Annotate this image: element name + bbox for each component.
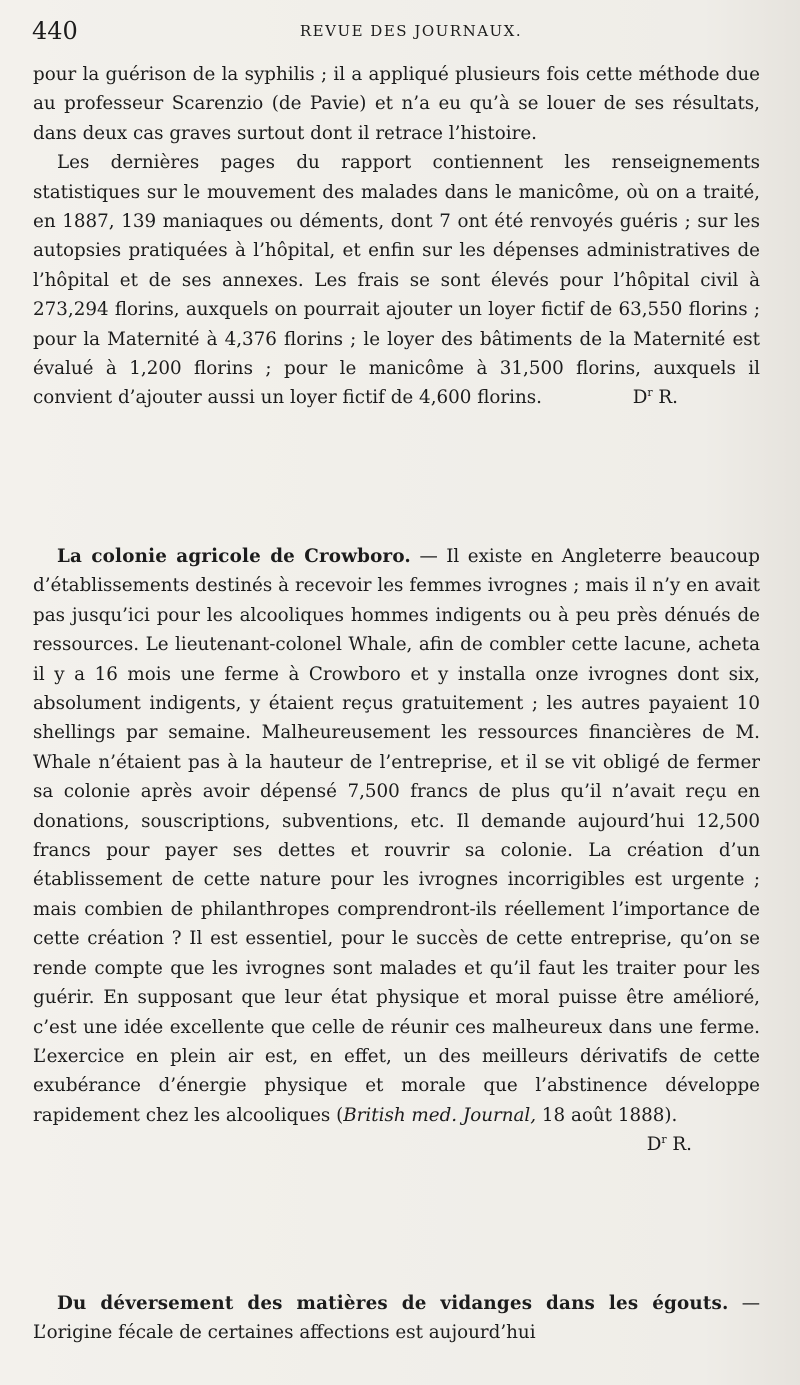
paragraph-crowboro-text: — Il existe en Angleterre beaucoup d’établissements destinés à recevoir les femmes ivrognes ; mais il n’y en avait pas jusqu’ici pour les alcooliques hommes indigents ou à peu près dénués de ressources. Le lieutenant-colonel Whale, afin de combler cette lacune, acheta il y a 16 mois une ferme à Crowboro et y installa onze ivrognes dont six, absolument indigents, y étaient reçus gratuitement ; les autres payaient 10 shellings par semaine. Malheureusement les ressources financières de M. Whale n’étaient pas à la hauteur de l’entreprise, et il se vit obligé de fermer sa colonie après avoir dépensé 7,500 francs de plus qu’il n’avait reçu en donations, souscriptions, subventions, etc. Il demande aujourd’hui 12,500 francs pour payer ses dettes et rouvrir sa colonie. La création d’un établissement de cette nature pour les ivrognes incorrigibles est urgente ; mais combien de philanthropes comprendront-ils réellement l’importance de cette création ? Il est essentiel, pour le succès de cette entreprise, qu’on se rende compte que les ivrognes sont malades et qu’il faut les traiter pour les guérir. En supposant que leur état physique et moral puisse être amélioré, c’est une idée excellente que celle de réunir ces malheureux dans une ferme. L’exercice en plein air est, en effet, un des meilleurs dérivatifs de cette exubérance d’énergie physique et morale que l’abstinence développe rapidement chez les alcooliques (: [33, 546, 760, 1126]
section-heading-vidanges: Du déversement des matières de vidanges dans les égouts.: [57, 1293, 729, 1314]
paragraph-statistics-text: Les dernières pages du rapport contiennent les renseignements statistiques sur le mouvement des malades dans le manicôme, où on a traité, en 1887, 139 maniaques ou déments, dont 7 ont été renvoyés guéris ; sur les autopsies pratiquées à l’hôpital, et enfin sur les dépenses administratives de l’hôpital et de ses annexes. Les frais se sont élevés pour l’hôpital civil à 273,294 florins, auxquels on pourrait ajouter un loyer fictif de 63,550 florins ; pour la Maternité à 4,376 florins ; le loyer des bâtiments de la Maternité est évalué à 1,200 florins ; pour le manicôme à 31,500 florins, auxquels il convient d’ajouter aussi un loyer fictif de 4,600 florins.: [33, 152, 760, 409]
journal-title: REVUE DES JOURNAUX.: [299, 22, 523, 40]
signature: $D^r$ R.: [646, 1133, 692, 1156]
section-heading-crowboro: La colonie agricole de Crowboro.: [57, 546, 411, 567]
signature: $D^r$ R.: [632, 386, 678, 409]
page-number: 440: [32, 17, 78, 45]
section-crowboro-colony: [33, 542, 760, 1160]
paragraph-continuation: pour la guérison de la syphilis ; il a appliqué plusieurs fois cette méthode due au professeur Scarenzio (de Pavie) et n’a eu qu’à se louer de ses résultats, dans deux cas graves surtout dont il retrace l’histoire.: [33, 64, 760, 144]
paragraph-crowboro: [33, 542, 760, 1156]
citation-journal: British med. Journal,: [343, 1104, 537, 1126]
paragraph-statistics: [33, 148, 760, 413]
paragraph-vidanges-text: — L’origine fécale de certaines affections est aujourd’hui: [33, 1293, 761, 1344]
citation-date: 18 août 1888).: [536, 1104, 678, 1126]
section-vidanges: [33, 1289, 760, 1348]
running-header: [32, 16, 760, 46]
paragraph-vidanges: [33, 1289, 760, 1348]
section-syphilis-report: [33, 60, 760, 413]
